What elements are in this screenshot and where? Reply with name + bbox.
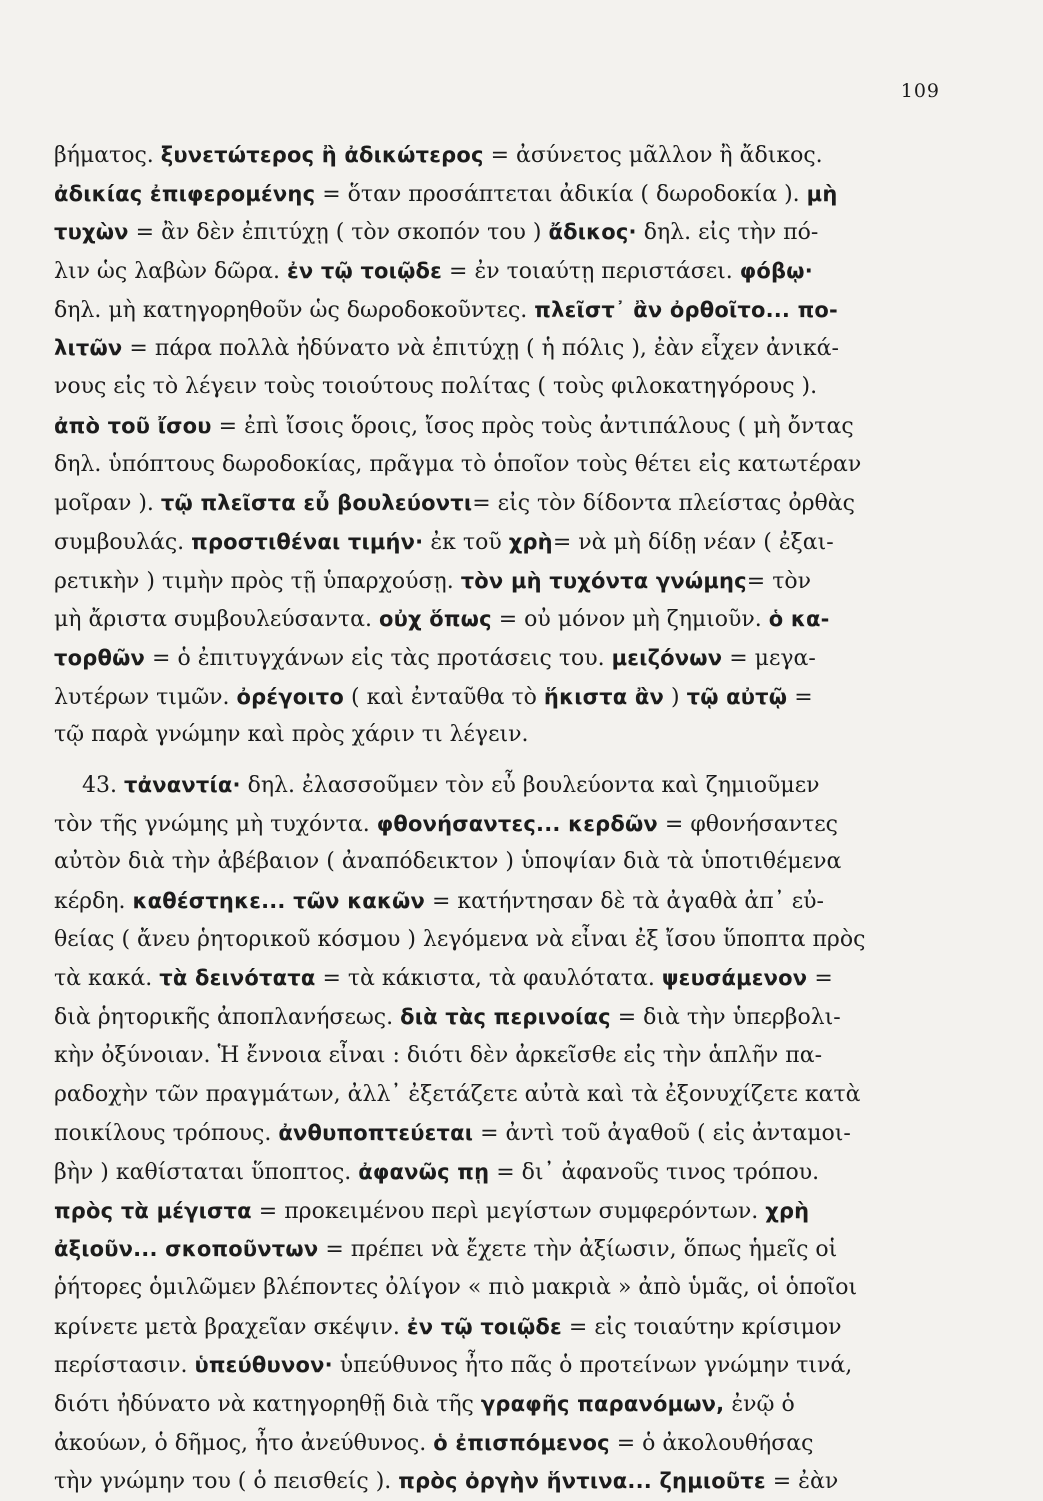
gloss-text: ποικίλους τρόπους. bbox=[54, 1121, 279, 1147]
lemma-term: καθέστηκε... τῶν κακῶν bbox=[132, 889, 426, 914]
text-line bbox=[54, 639, 936, 678]
gloss-text: = ἐὰν bbox=[765, 1469, 839, 1495]
gloss-text: τῷ παρὰ γνώμην καὶ πρὸς χάριν τι λέγειν. bbox=[54, 722, 529, 748]
gloss-text: τὴν γνώμην του ( ὁ πεισθείς ). bbox=[54, 1469, 399, 1495]
lemma-term: γραφῆς παρανόμων, bbox=[480, 1392, 725, 1416]
lemma-term: ὁ κα- bbox=[768, 607, 830, 632]
lemma-term: μειζόνων bbox=[611, 645, 723, 670]
gloss-text: τὸν τῆς γνώμης μὴ τυχόντα. bbox=[54, 811, 377, 837]
lemma-term: τῷ πλεῖστα εὖ βουλεύοντι bbox=[160, 491, 473, 516]
lemma-term: τἀναντία· bbox=[123, 773, 241, 797]
text-line bbox=[54, 562, 936, 601]
text-line bbox=[54, 1192, 936, 1231]
lemma-term: ἀδικίας ἐπιφερομένης bbox=[54, 181, 316, 206]
lemma-term: χρὴ bbox=[765, 1198, 810, 1223]
lemma-term: μὴ bbox=[806, 181, 838, 206]
gloss-text: ) bbox=[664, 684, 687, 710]
gloss-text: = προκειμένου περὶ μεγίστων συμφερόντων. bbox=[251, 1198, 766, 1224]
lemma-term: φθονήσαντες... κερδῶν bbox=[376, 811, 658, 836]
gloss-text: = ἐπὶ ἴσοις ὅροις, ἴσος πρὸς τοὺς ἀντιπάλους ( μὴ ὄντας bbox=[211, 413, 854, 439]
gloss-text: ραδοχὴν τῶν πραγμάτων, ἀλλ᾽ ἐξετάζετε αὐτὰ καὶ τὰ ἐξονυχίζετε κατὰ bbox=[54, 1081, 861, 1107]
gloss-text: = πρέπει νὰ ἔχετε τὴν ἀξίωσιν, ὅπως ἡμεῖς οἱ bbox=[318, 1237, 838, 1263]
text-line bbox=[54, 446, 936, 485]
lemma-term: τῷ αὐτῷ bbox=[686, 684, 788, 709]
lemma-term: ἐν τῷ τοιῷδε bbox=[286, 259, 443, 284]
lemma-term: διὰ τὰς περινοίας bbox=[400, 1005, 611, 1030]
text-line bbox=[54, 959, 936, 998]
gloss-text: δηλ. ἐλασσοῦμεν τὸν εὖ βουλεύοντα καὶ ζημιοῦμεν bbox=[240, 773, 820, 798]
lemma-term: τὸν μὴ τυχόντα γνώμης bbox=[460, 568, 747, 593]
gloss-text: = ἀντὶ τοῦ ἀγαθοῦ ( εἰς ἀνταμοι- bbox=[473, 1121, 851, 1147]
lemma-term: φόβῳ· bbox=[739, 259, 813, 284]
gloss-text: = πάρα πολλὰ ἠδύνατο νὰ ἐπιτύχῃ ( ἡ πόλις ), ἐὰν εἶχεν ἀνικά- bbox=[122, 336, 839, 362]
gloss-text: = τὸν bbox=[746, 568, 811, 594]
gloss-text: ἀκούων, ὁ δῆμος, ἦτο ἀνεύθυνος. bbox=[54, 1430, 434, 1456]
lemma-term: οὐχ ὅπως bbox=[378, 607, 492, 632]
lemma-term: ἐν τῷ τοιῷδε bbox=[406, 1314, 562, 1339]
gloss-text: = δι᾽ ἀφανοῦς τινος τρόπου. bbox=[489, 1159, 820, 1185]
lemma-term: πλεῖστ᾽ ἂν ὀρθοῖτο... πο- bbox=[534, 297, 838, 322]
text-line bbox=[54, 213, 936, 252]
text-line bbox=[54, 716, 936, 755]
gloss-text: συμβουλάς. bbox=[54, 529, 192, 555]
text-line bbox=[54, 368, 936, 407]
lemma-term: ὁ ἐπισπόμενος bbox=[433, 1430, 610, 1455]
gloss-text: ῥήτορες ὁμιλῶμεν βλέποντες ὀλίγον « πιὸ μακριὰ » ἀπὸ ὑμᾶς, οἱ ὁποῖοι bbox=[54, 1274, 858, 1300]
lemma-term: προστιθέναι τιμήν· bbox=[191, 529, 424, 554]
gloss-text: = τὰ κάκιστα, τὰ φαυλότατα. bbox=[315, 966, 662, 992]
gloss-text: νους εἰς τὸ λέγειν τοὺς τοιούτους πολίτας ( τοὺς φιλοκατηγόρους ). bbox=[54, 374, 818, 400]
text-line bbox=[54, 1037, 936, 1076]
gloss-text: τὰ κακά. bbox=[54, 966, 160, 992]
text-line bbox=[54, 175, 936, 214]
lemma-term: χρὴ bbox=[508, 529, 553, 554]
text-line bbox=[54, 484, 936, 523]
lemma-term: λιτῶν bbox=[54, 336, 123, 361]
lemma-term: ἀπὸ τοῦ ἴσου bbox=[54, 413, 212, 438]
text-line bbox=[54, 805, 936, 844]
gloss-text: διότι ἠδύνατο νὰ κατηγορηθῇ διὰ τῆς bbox=[54, 1392, 481, 1417]
gloss-text: δηλ. εἰς τὴν πό- bbox=[636, 220, 819, 246]
gloss-text: = εἰς τοιαύτην κρίσιμον bbox=[561, 1314, 842, 1340]
text-line bbox=[54, 136, 936, 175]
commentary-block-1 bbox=[54, 136, 936, 755]
gloss-text: = οὐ μόνον μὴ ζημιοῦν. bbox=[491, 607, 769, 633]
gloss-text: = φθονήσαντες bbox=[657, 811, 838, 837]
gloss-text: θείας ( ἄνευ ῥητορικοῦ κόσμου ) λεγόμενα νὰ εἶναι ἐξ ἴσου ὕποπτα πρὸς bbox=[54, 926, 866, 952]
gloss-text: μὴ ἄριστα συμβουλεύσαντα. bbox=[54, 607, 379, 633]
text-line bbox=[54, 291, 936, 330]
gloss-text: κρίνετε μετὰ βραχεῖαν σκέψιν. bbox=[54, 1314, 407, 1340]
text-line bbox=[54, 1114, 936, 1153]
text-line bbox=[54, 678, 936, 717]
text-line bbox=[54, 1269, 936, 1308]
gloss-text: ἐνῷ ὁ bbox=[724, 1392, 795, 1417]
text-line bbox=[54, 1153, 936, 1192]
gloss-text: ( καὶ ἐνταῦθα τὸ bbox=[344, 684, 544, 710]
lemma-term: ἄδικος· bbox=[548, 220, 637, 245]
text-line bbox=[54, 1346, 936, 1385]
text-line bbox=[54, 329, 936, 368]
lemma-term: ὀρέγοιτο bbox=[236, 684, 345, 709]
text-line bbox=[54, 600, 936, 639]
text-line bbox=[54, 1424, 936, 1463]
text-line bbox=[54, 766, 936, 805]
gloss-text: λυτέρων τιμῶν. bbox=[54, 684, 237, 710]
gloss-text: λιν ὡς λαβὼν δῶρα. bbox=[54, 259, 287, 285]
gloss-text: = ἂν δὲν ἐπιτύχῃ ( τὸν σκοπόν του ) bbox=[128, 220, 549, 246]
lemma-term: ἀφανῶς πῃ bbox=[358, 1159, 490, 1184]
text-line bbox=[54, 998, 936, 1037]
gloss-text: = διὰ τὴν ὑπερβολι- bbox=[610, 1005, 841, 1031]
gloss-text: = ὅταν προσάπτεται ἀδικία ( δωροδοκία ). bbox=[315, 181, 807, 207]
gloss-text: δηλ. ὑπόπτους δωροδοκίας, πρᾶγμα τὸ ὁποῖον τοὺς θέτει εἰς κατωτέραν bbox=[54, 451, 862, 477]
text-line bbox=[54, 882, 936, 921]
gloss-text: βήματος. bbox=[54, 143, 161, 168]
gloss-text: διὰ ῥητορικῆς ἀποπλανήσεως. bbox=[54, 1005, 401, 1031]
lemma-term: ψευσάμενον bbox=[661, 966, 808, 991]
gloss-text: αὐτὸν διὰ τὴν ἀβέβαιον ( ἀναπόδεικτον ) ὑποψίαν διὰ τὰ ὑποτιθέμενα bbox=[54, 849, 842, 875]
gloss-text: = bbox=[787, 684, 813, 710]
gloss-text: μοῖραν ). bbox=[54, 491, 161, 517]
text-line bbox=[54, 1308, 936, 1347]
gloss-text: = ἀσύνετος μᾶλλον ἢ ἄδικος. bbox=[483, 143, 823, 168]
text-line bbox=[54, 1230, 936, 1269]
gloss-text: = εἰς τὸν δίδοντα πλείστας ὀρθὰς bbox=[472, 491, 855, 517]
lemma-term: τυχὼν bbox=[54, 220, 129, 245]
gloss-text: ὑπεύθυνος ἦτο πᾶς ὁ προτείνων γνώμην τινά, bbox=[332, 1353, 853, 1379]
gloss-text: = bbox=[807, 966, 833, 992]
commentary-block-2 bbox=[54, 766, 936, 1501]
page-number: 109 bbox=[900, 80, 940, 102]
gloss-text: = μεγα- bbox=[722, 645, 816, 671]
gloss-text: βὴν ) καθίσταται ὕποπτος. bbox=[54, 1159, 359, 1185]
gloss-text: = ὁ ἐπιτυγχάνων εἰς τὰς προτάσεις του. bbox=[145, 645, 612, 671]
text-line bbox=[54, 407, 936, 446]
lemma-term: τὰ δεινότατα bbox=[159, 966, 316, 991]
text-line bbox=[54, 252, 936, 291]
gloss-text: δηλ. μὴ κατηγορηθοῦν ὡς δωροδοκοῦντες. bbox=[54, 297, 535, 323]
text-line bbox=[54, 921, 936, 960]
gloss-text: κὴν ὀξύνοιαν. Ἡ ἔννοια εἶναι : διότι δὲν ἀρκεῖσθε εἰς τὴν ἁπλῆν πα- bbox=[54, 1042, 823, 1068]
text-line bbox=[54, 523, 936, 562]
gloss-text: = ἐν τοιαύτῃ περιστάσει. bbox=[442, 259, 740, 285]
gloss-text: κέρδη. bbox=[54, 889, 133, 915]
lemma-term: ὑπεύθυνον· bbox=[194, 1353, 333, 1378]
gloss-text: ρετικὴν ) τιμὴν πρὸς τῇ ὑπαρχούσῃ. bbox=[54, 568, 461, 594]
gloss-text: = νὰ μὴ δίδῃ νέαν ( ἐξαι- bbox=[552, 529, 834, 555]
gloss-text: = ὁ ἀκολουθήσας bbox=[609, 1430, 814, 1456]
text-line bbox=[54, 1076, 936, 1115]
text-line bbox=[54, 1385, 936, 1424]
text-line bbox=[54, 1462, 936, 1501]
lemma-term: τορθῶν bbox=[54, 645, 146, 670]
lemma-term: πρὸς ὀργὴν ἥντινα... ζημιοῦτε bbox=[398, 1469, 766, 1494]
text-line bbox=[54, 843, 936, 882]
lemma-term: ἥκιστα ἂν bbox=[543, 684, 665, 709]
gloss-text: περίστασιν. bbox=[54, 1353, 195, 1379]
paragraph-number: 43. bbox=[82, 773, 124, 798]
lemma-term: πρὸς τὰ μέγιστα bbox=[54, 1198, 252, 1223]
gloss-text: ἐκ τοῦ bbox=[423, 529, 509, 555]
gloss-text: = κατήντησαν δὲ τὰ ἀγαθὰ ἀπ᾽ εὐ- bbox=[425, 889, 824, 915]
lemma-term: ξυνετώτερος ἢ ἀδικώτερος bbox=[160, 143, 484, 167]
lemma-term: ἀνθυποπτεύεται bbox=[278, 1121, 474, 1146]
lemma-term: ἀξιοῦν... σκοποῦντων bbox=[54, 1237, 319, 1262]
